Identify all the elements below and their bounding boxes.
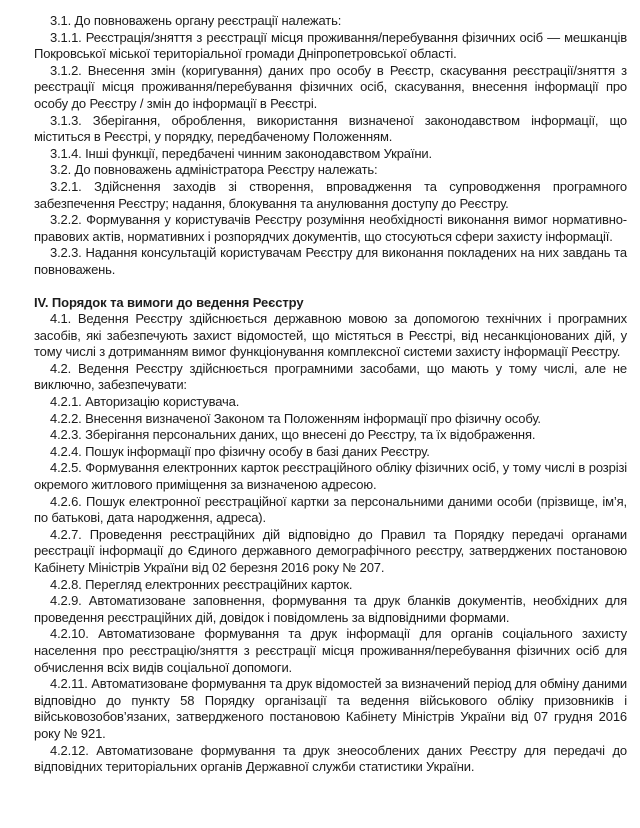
- paragraph-3-1: 3.1. До повноважень органу реєстрації належать:: [50, 13, 342, 28]
- paragraph-4-2-5: 4.2.5. Формування електронних карток реєстраційного обліку фізичних осіб, у тому числі в розрізі окремого житлового приміщення за визначеною адресою.: [34, 460, 627, 493]
- paragraph-3-2: 3.2. До повноважень адміністратора Реєстру належать:: [50, 162, 378, 178]
- paragraph-4-2-6: 4.2.6. Пошук електронної реєстраційної картки за персональними даними особи (прізвище, ім’я, по батькові, дата народження, адреса).: [34, 493, 627, 526]
- paragraph-3-1-1: 3.1.1. Реєстрація/зняття з реєстрації місця проживання/перебування фізичних осіб — мешканців Покровської міської територіальної громади Дніпропетровської області.: [34, 29, 627, 62]
- paragraph-4-2-11: 4.2.11. Автоматизоване формування та друк відомостей за визначений період для обміну даними відповідно до пункту 58 Порядку організації та ведення військового обліку призовників і військовозобов’язаних, затвердженого постановою Кабінету Міністрів України від 07 грудня 2016 року № 921.: [34, 676, 627, 741]
- section-heading: IV. Порядок та вимоги до ведення Реєстру: [34, 294, 304, 310]
- paragraph-3-1-3: 3.1.3. Зберігання, оброблення, використання визначеної законодавством інформації, що міститься в Реєстрі, у порядку, передбаченому Положенням.: [34, 112, 627, 145]
- paragraph-4-2-9: 4.2.9. Автоматизоване заповнення, формування та друк бланків документів, необхідних для проведення реєстраційних дій, довідок і повідомлень за відповідними формами.: [34, 593, 627, 625]
- paragraph-4-2-3: 4.2.3. Зберігання персональних даних, що внесені до Реєстру, та їх відображення.: [50, 427, 536, 443]
- paragraph-4-2-7: 4.2.7. Проведення реєстраційних дій відповідно до Правил та Порядку передачі органами реєстрації інформації до Єдиного державного демографічного реєстру, затверджених постановою Кабінету Міністрів України від 02 березня 2016 року № 207.: [34, 526, 627, 575]
- paragraph-4-2: 4.2. Ведення Реєстру здійснюється програмними засобами, що мають у тому числі, але не виключно, забезпечувати:: [34, 360, 627, 393]
- paragraph-4-2-10: 4.2.10. Автоматизоване формування та друк інформації для органів соціального захисту населення про реєстрацію/зняття з реєстрації місця проживання/перебування фізичних осіб для обчислення всіх видів соціальної допомоги.: [34, 626, 627, 675]
- paragraph-4-2-8: 4.2.8. Перегляд електронних реєстраційних карток.: [50, 576, 353, 592]
- paragraph-4-2-12: 4.2.12. Автоматизоване формування та друк знеособлених даних Реєстру для передачі до відповідних територіальних органів Державної служби статистики України.: [34, 742, 627, 775]
- paragraph-3-2-2: 3.2.2. Формування у користувачів Реєстру розуміння необхідності виконання вимог нормативно-правових актів, нормативних і розпорядчих документів, що стосуються сфери захисту інформації.: [34, 212, 627, 244]
- paragraph-4-1: 4.1. Ведення Реєстру здійснюється державною мовою за допомогою технічних і програмних засобів, які забезпечують захист відомостей, що містяться в Реєстрі, від несанкціонованих дій, у тому числі з дотриманням вимог функціонування комплексної системи захисту інформації Реєстру.: [34, 311, 627, 360]
- paragraph-4-2-4: 4.2.4. Пошук інформації про фізичну особу в базі даних Реєстру.: [50, 443, 430, 459]
- paragraph-3-2-3: 3.2.3. Надання консультацій користувачам Реєстру для виконання покладених на них завдань та повноважень.: [34, 245, 627, 277]
- paragraph-3-1-4: 3.1.4. Інші функції, передбачені чинним законодавством України.: [50, 145, 432, 161]
- paragraph-3-1-2: 3.1.2. Внесення змін (коригування) даних про особу в Реєстр, скасування реєстрації/зняття з реєстрації місця проживання/перебування фізичних осіб, скасування, внесення інформації про особу до Реєстру / змін до інформації в Реєстрі.: [34, 62, 627, 111]
- paragraph-4-2-2: 4.2.2. Внесення визначеної Законом та Положенням інформації про фізичну особу.: [50, 410, 541, 426]
- paragraph-4-2-1: 4.2.1. Авторизацію користувача.: [50, 394, 240, 410]
- paragraph-3-2-1: 3.2.1. Здійснення заходів зі створення, впровадження та супроводження програмного забезпечення Реєстру; надання, блокування та анулювання доступу до Реєстру.: [34, 178, 627, 211]
